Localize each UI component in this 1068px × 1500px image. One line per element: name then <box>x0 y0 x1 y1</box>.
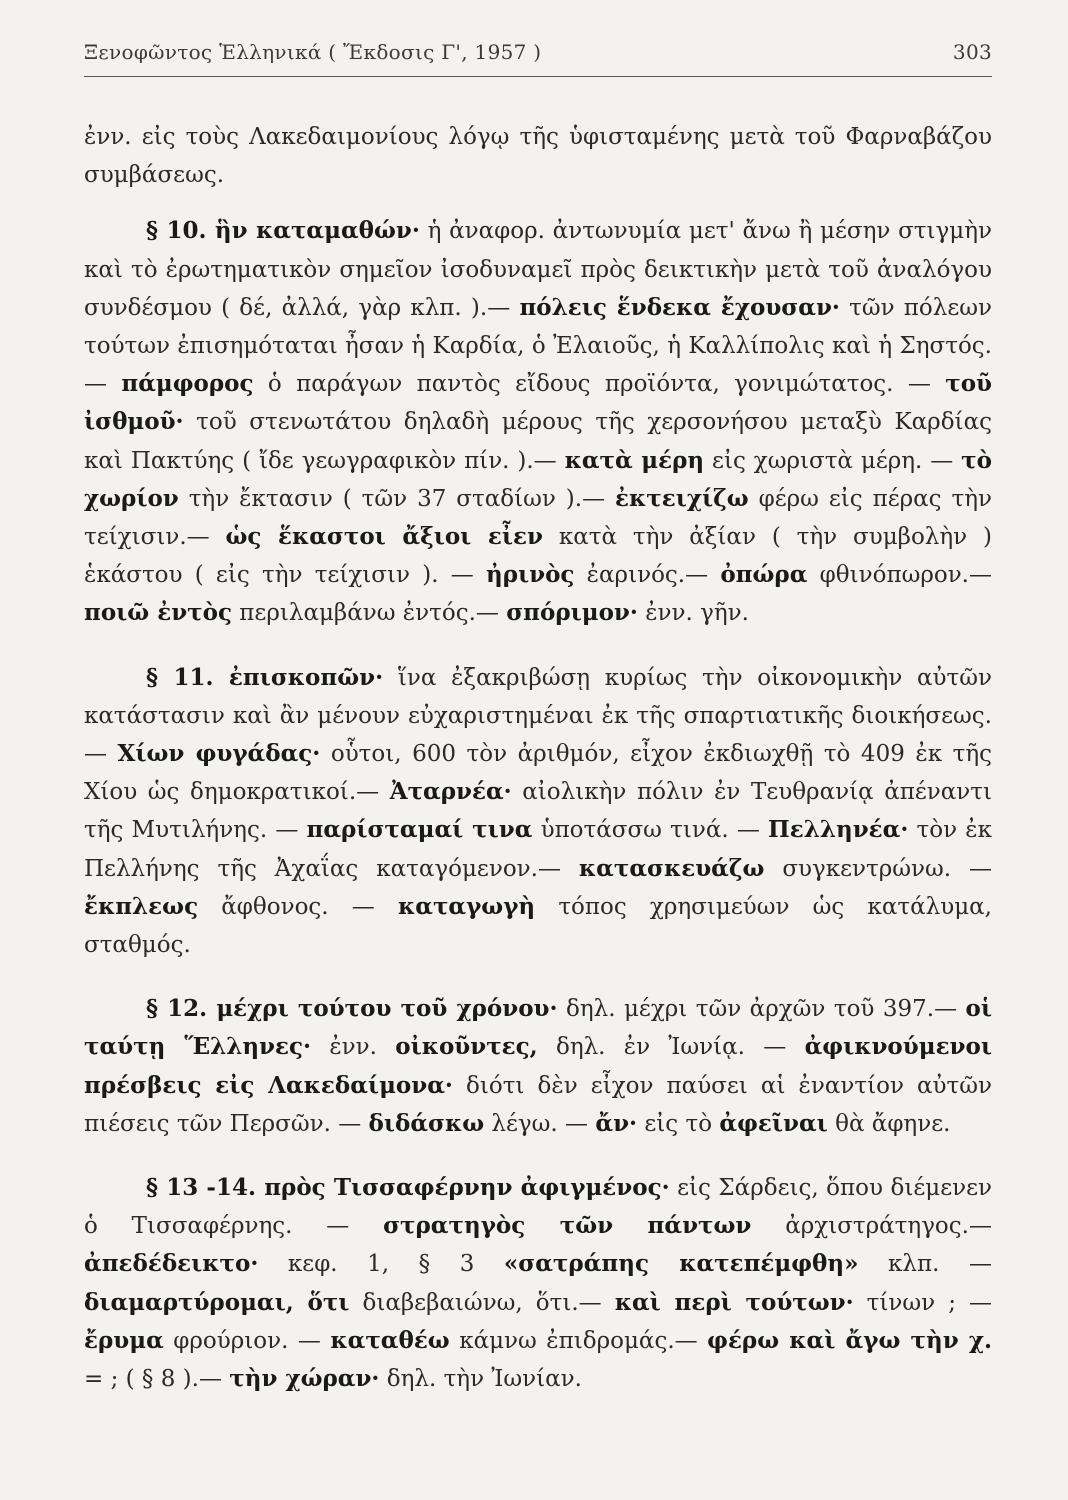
gloss-text: κλπ. — <box>858 1251 992 1278</box>
lemma-term: πρὸς Τισσαφέρνην ἀφιγμένος· <box>264 1174 670 1202</box>
gloss-text: περιλαμβάνω ἐντός.— <box>231 600 507 627</box>
page-number: 303 <box>952 40 992 64</box>
lemma-term: ἄν· <box>595 1109 638 1137</box>
lemma-term: οἱ ταύτῃ Ἕλληνες· <box>84 995 993 1061</box>
lemma-term: ἐκτειχίζω <box>615 484 749 512</box>
lemma-term: ὀπώρα <box>720 561 808 589</box>
gloss-text: ἐνν. γῆν. <box>637 600 749 627</box>
lemma-term: «σατράπης κατεπέμφθη» <box>503 1250 859 1278</box>
gloss-text: ἡ ἀναφορ. ἀντωνυμία μετ' ἄνω ἢ μέσην στιγμὴν καὶ τὸ ἐρωτηματικὸν σημεῖον ἰσοδυναμεῖ πρὸς δεικτικὴν μετὰ τοῦ ἀναλόγου συνδέσμου ( δέ, ἀλλά, γὰρ κλπ. ).— <box>84 218 992 321</box>
lemma-term: § 11. <box>146 663 229 691</box>
gloss-text: ἐαρινός.— <box>574 562 721 589</box>
lemma-term: κατὰ μέρη <box>564 446 705 474</box>
gloss-text: ἄφθονος. — <box>198 893 399 920</box>
gloss-text: διότι δὲν εἶχον παύσει αἱ ἐναντίον αὐτῶν πιέσεις τῶν Περσῶν. — <box>84 1072 992 1137</box>
lemma-term: καὶ περὶ τούτων· <box>614 1288 854 1316</box>
gloss-text: εἰς Σάρδεις, ὅπου διέμενεν ὁ Τισσαφέρνης. — <box>84 1175 992 1240</box>
gloss-text: συγκεντρώνω. — <box>764 855 992 882</box>
gloss-text: ἐνν. <box>311 1034 396 1061</box>
gloss-text: ὁ παράγων παντὸς εἴδους προϊόντα, γονιμώτατος. — <box>253 371 946 398</box>
lemma-term: τοῦ ἰσθμοῦ· <box>84 370 992 436</box>
lemma-term: ἀφικνούμενοι πρέσβεις εἰς Λακεδαίμονα· <box>84 1033 992 1099</box>
gloss-text: ἀρχιστράτηγος.— <box>751 1213 992 1240</box>
gloss-text: ἐνν. εἰς τοὺς Λακεδαιμονίους λόγῳ τῆς ὑφισταμένης μετὰ τοῦ Φαρναβάζου συμβάσεως. <box>84 124 992 189</box>
lemma-term: ἔκπλεως <box>84 892 199 920</box>
lemma-term: § 10. <box>146 217 215 245</box>
lemma-term: Πελληνέα· <box>768 816 909 844</box>
gloss-text: κεφ. 1, § 3 <box>258 1251 504 1278</box>
running-header <box>84 40 992 64</box>
lemma-term: τὴν χώραν· <box>229 1365 380 1393</box>
gloss-text: ἵνα ἐξακριβώσῃ κυρίως τὴν οἰκονομικὴν αὐτῶν κατάστασιν καὶ ἂν μένουν εὐχαριστημέναι ἐκ τῆς σπαρτιατικῆς διοικήσεως. — <box>84 664 992 768</box>
commentary-body <box>84 118 992 1398</box>
gloss-text: φρούριον. — <box>163 1327 331 1354</box>
lemma-term: μέχρι τούτου τοῦ χρόνου· <box>216 995 558 1023</box>
lemma-term: πόλεις ἕνδεκα ἔχουσαν· <box>519 293 840 321</box>
lemma-term: στρατηγὸς τῶν πάντων <box>383 1212 752 1240</box>
lemma-term: διδάσκω <box>368 1109 485 1137</box>
lemma-term: φέρω καὶ ἄγω τὴν χ. <box>707 1326 992 1354</box>
gloss-text: οὗτοι, 600 τὸν ἀριθμόν, εἶχον ἐκδιωχθῇ τὸ 409 ἐκ τῆς Χίου ὡς δημοκρατικοί.— <box>84 741 993 806</box>
lemma-term: § 12. <box>146 995 217 1023</box>
gloss-text: τὴν ἔκτασιν ( τῶν 37 σταδίων ).— <box>178 485 616 512</box>
lemma-term: ἔρυμα <box>84 1326 164 1354</box>
gloss-text: φέρω εἰς πέρας τὴν τείχισιν.— <box>84 485 992 551</box>
lemma-term: καταθέω <box>330 1326 450 1354</box>
lemma-term: ἐπισκοπῶν· <box>228 663 384 691</box>
lemma-term: Χίων φυγάδας· <box>117 740 321 768</box>
lemma-term: § 13 -14. <box>146 1174 265 1202</box>
gloss-text: δηλ. τὴν Ἰωνίαν. <box>379 1366 582 1393</box>
gloss-text: λέγω. — <box>484 1110 596 1137</box>
lemma-term: πάμφορος <box>121 370 254 398</box>
gloss-text: θὰ ἄφηνε. <box>827 1110 951 1137</box>
paragraph-section-10 <box>84 212 992 632</box>
gloss-text: εἰς χωριστὰ μέρη. — <box>704 447 962 474</box>
paragraph-section-11 <box>84 659 992 965</box>
header-rule <box>84 76 992 77</box>
lemma-term: ἠρινὸς <box>485 561 575 589</box>
lemma-term: ἀπεδέδεικτο· <box>84 1250 259 1278</box>
lemma-term: οἰκοῦντες, <box>395 1033 538 1061</box>
running-title: Ξενοφῶντος Ἑλληνικά ( Ἔκδοσις Γ', 1957 ) <box>84 40 542 64</box>
gloss-text: κάμνω ἐπιδρομάς.— <box>449 1327 708 1354</box>
lemma-term: σπόριμον· <box>506 599 638 627</box>
gloss-text: τῶν πόλεων τούτων ἐπισημόταται ἦσαν ἡ Καρδία, ὁ Ἐλαιοῦς, ἡ Καλλίπολις καὶ ἡ Σηστός.— <box>84 294 993 398</box>
lemma-term: διαμαρτύρομαι, ὅτι <box>84 1288 350 1316</box>
gloss-text: δηλ. ἐν Ἰωνίᾳ. — <box>537 1034 805 1061</box>
gloss-text: τίνων ; — <box>853 1289 992 1316</box>
gloss-text: ὑποτάσσω τινά. — <box>532 817 769 844</box>
gloss-text: αἰολικὴν πόλιν ἐν Τευθρανίᾳ ἀπέναντι τῆς Μυτιλήνης. — <box>84 779 992 844</box>
paragraph-continuation <box>84 118 992 194</box>
lemma-term: τὸ χωρίον <box>84 446 992 512</box>
lemma-term: ἣν καταμαθών· <box>214 217 420 245</box>
gloss-text: εἰς τὸ <box>637 1110 720 1137</box>
lemma-term: κατασκευάζω <box>578 854 765 882</box>
paragraph-section-13-14 <box>84 1169 992 1398</box>
lemma-term: καταγωγὴ <box>398 892 536 920</box>
lemma-term: Ἀταρνέα· <box>389 778 512 806</box>
gloss-text: διαβεβαιώνω, ὅτι.— <box>349 1289 615 1316</box>
lemma-term: ποιῶ ἐντὸς <box>84 599 232 627</box>
gloss-text: φθινόπωρον.— <box>807 562 992 589</box>
paragraph-section-12 <box>84 990 992 1143</box>
lemma-term: ὡς ἕκαστοι ἄξιοι εἶεν <box>225 523 543 551</box>
lemma-term: ἀφεῖναι <box>719 1109 828 1137</box>
gloss-text: τόπος χρησιμεύων ὡς κατάλυμα, σταθμός. <box>84 893 992 959</box>
gloss-text: κατὰ τὴν ἀξίαν ( τὴν συμβολὴν ) ἑκάστου ( εἰς τὴν τείχισιν ). — <box>84 524 992 589</box>
gloss-text: τοῦ στενωτάτου δηλαδὴ μέρους τῆς χερσονήσου μεταξὺ Καρδίας καὶ Πακτύης ( ἴδε γεωγραφικὸν πίν. ).— <box>84 409 992 474</box>
gloss-text: δηλ. μέχρι τῶν ἀρχῶν τοῦ 397.— <box>557 996 966 1023</box>
lemma-term: παρίσταμαί τινα <box>306 816 533 844</box>
gloss-text: = ; ( § 8 ).— <box>84 1366 230 1393</box>
gloss-text: τὸν ἐκ Πελλήνης τῆς Ἀχαΐας καταγόμενον.— <box>84 817 992 882</box>
